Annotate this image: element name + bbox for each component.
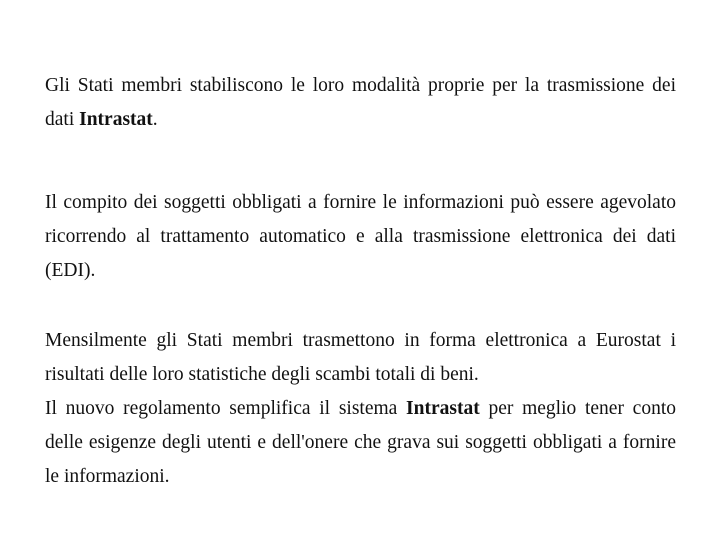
- paragraph-text: Il nuovo regolamento semplifica il sistema: [45, 398, 407, 419]
- paragraph-text: .: [152, 109, 158, 130]
- paragraph-text: per meglio tener conto delle esigenze degli utenti e dell'onere che grava sui soggetti obbligati a fornire le informazioni.: [45, 398, 676, 487]
- slide-body: [45, 69, 676, 494]
- paragraph-new-regulation: [45, 392, 676, 494]
- paragraph-text: Gli Stati membri stabiliscono le loro modalità proprie per la trasmissione dei dati: [45, 75, 676, 130]
- paragraph-eurostat: Mensilmente gli Stati membri trasmettono in forma elettronica a Eurostat i risultati delle loro statistiche degli scambi totali di beni.: [45, 330, 676, 385]
- intrastat-term: Intrastat: [406, 398, 480, 419]
- paragraph-edi: Il compito dei soggetti obbligati a fornire le informazioni può essere agevolato ricorrendo al trattamento automatico e alla trasmissione elettronica dei dati (EDI).: [45, 192, 676, 281]
- paragraph-intrastat-modalities: [45, 69, 676, 137]
- intrastat-term: Intrastat: [79, 109, 153, 130]
